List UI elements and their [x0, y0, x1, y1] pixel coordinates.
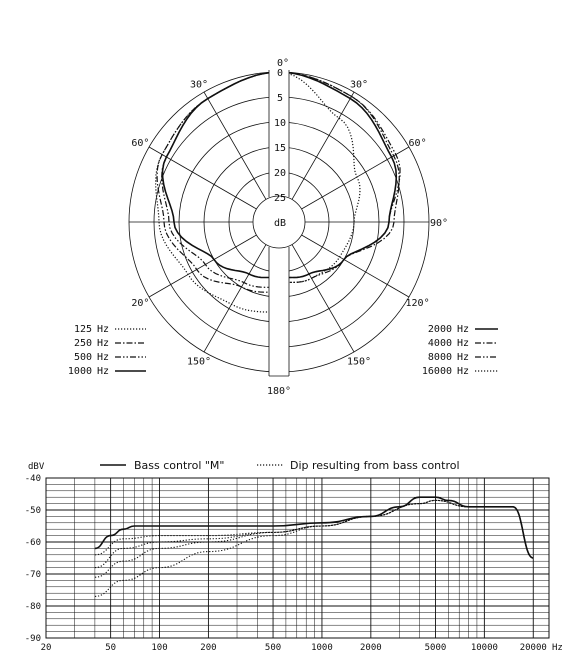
x-tick-label: 2000	[359, 643, 382, 653]
plot-frame	[46, 478, 549, 638]
angle-label-right150: 150°	[346, 356, 372, 368]
ring-label: 5	[276, 93, 284, 104]
legend-unit: Hz	[457, 366, 470, 377]
legend-unit: Hz	[457, 324, 470, 335]
bass-dip-curve-3	[95, 500, 533, 577]
polar-curve-4000-hz	[276, 72, 399, 278]
legend-freq: 2000	[427, 324, 452, 335]
ring-label: 10	[273, 118, 287, 129]
angle-label-right30: 30°	[349, 79, 369, 91]
y-axis-unit: dBV	[28, 462, 45, 472]
angle-label-left30: 30°	[189, 79, 209, 91]
ring-label: 25	[273, 193, 287, 204]
angle-label-left60: 60°	[131, 138, 150, 149]
frequency-grid	[46, 478, 549, 638]
bass-dip-curve-2	[95, 500, 533, 567]
frequency-curves	[95, 497, 533, 596]
y-tick-label: -40	[24, 474, 41, 484]
legend-unit: Hz	[97, 324, 110, 335]
y-tick-label: -70	[24, 570, 41, 580]
ring-label: 20	[273, 168, 287, 179]
x-tick-label: 500	[264, 643, 282, 653]
angle-label-left120: 20°	[131, 298, 150, 309]
x-tick-label: 1000	[311, 643, 333, 653]
frequency-legend	[100, 459, 460, 472]
x-tick-label: 50	[105, 643, 117, 653]
legend-unit: Hz	[97, 366, 110, 377]
x-tick-label: 20000	[519, 643, 547, 653]
x-tick-label: 10000	[470, 643, 498, 653]
legend-freq: 500	[73, 352, 92, 363]
legend-freq: 16000	[421, 366, 452, 377]
x-tick-label: 5000	[424, 643, 447, 653]
legend-freq: 4000	[427, 338, 452, 349]
ring-label: 15	[273, 143, 287, 154]
x-tick-label: 100	[151, 643, 168, 653]
angle-label-right90: 90°	[429, 218, 449, 229]
x-tick-label: 200	[200, 643, 217, 653]
angle-label-right120: 120°	[405, 298, 430, 309]
center-strip-top	[269, 68, 289, 201]
angle-label-0: 0°	[276, 58, 290, 69]
frequency-response-chart	[25, 459, 563, 653]
y-tick-label: -50	[24, 506, 41, 516]
legend-unit: Hz	[97, 338, 110, 349]
y-tick-label: -90	[24, 634, 41, 644]
polar-center-axis	[253, 68, 305, 378]
legend-bass-control-m: Bass control "M"	[134, 459, 225, 472]
center-db-label: dB	[273, 218, 287, 229]
x-tick-label: 20	[40, 643, 52, 653]
legend-freq: 1000	[67, 366, 92, 377]
polar-curve-500-hz	[162, 72, 279, 287]
center-strip-bottom	[269, 243, 289, 378]
y-tick-label: -60	[24, 538, 41, 548]
polar-pattern-chart	[68, 58, 498, 397]
legend-freq: 8000	[427, 352, 452, 363]
polar-curve-125-hz	[156, 72, 279, 312]
legend-unit: Hz	[457, 338, 470, 349]
angle-label-left150: 150°	[186, 356, 212, 368]
x-axis-unit: Hz	[552, 643, 563, 653]
angle-label-180: 180°	[266, 386, 292, 397]
legend-unit: Hz	[457, 352, 470, 363]
legend-freq: 125	[73, 324, 92, 335]
legend-freq: 250	[73, 338, 92, 349]
legend-unit: Hz	[97, 352, 110, 363]
ring-label: 0	[276, 68, 284, 79]
y-tick-label: -80	[24, 602, 41, 612]
angle-label-right60: 60°	[408, 138, 427, 149]
polar-curve-250-hz	[157, 72, 279, 292]
legend-dip: Dip resulting from bass control	[290, 459, 460, 472]
